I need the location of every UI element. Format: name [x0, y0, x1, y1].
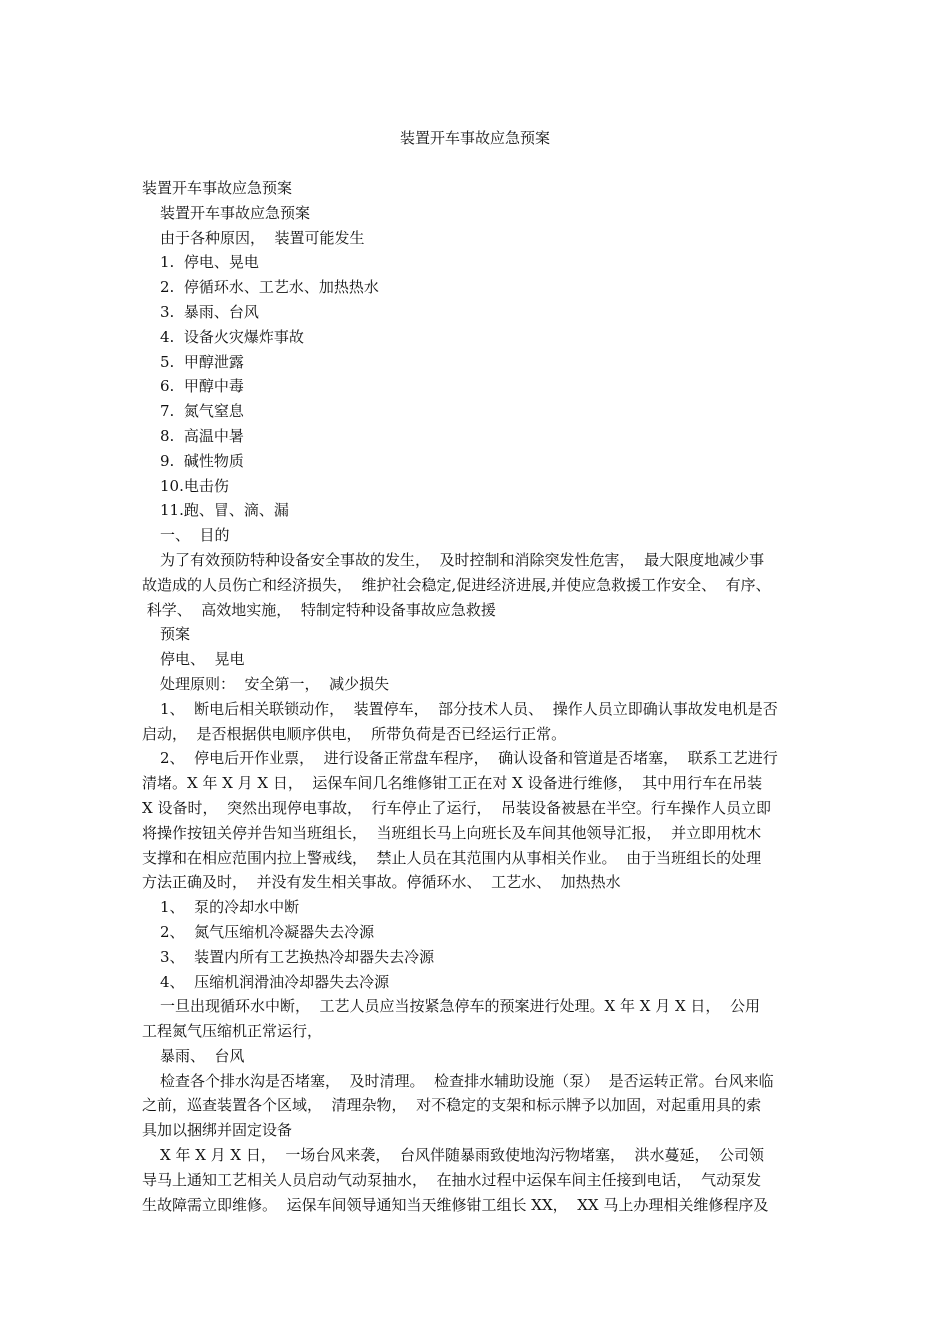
- paragraph-line: 1. 停电、晃电: [160, 253, 259, 272]
- document-body: [142, 176, 822, 1217]
- paragraph-line: 一旦出现循环水中断， 工艺人员应当按紧急停车的预案进行处理。X 年 X 月 X 日， 公用: [160, 997, 760, 1016]
- paragraph-line: 4. 设备火灾爆炸事故: [160, 327, 304, 346]
- paragraph-line: 2、 停电后开作业票， 进行设备正常盘车程序， 确认设备和管道是否堵塞， 联系工艺进行: [160, 749, 778, 768]
- paragraph-line: 故造成的人员伤亡和经济损失， 维护社会稳定,促进经济进展,并使应急救援工作安全、 有序、: [142, 575, 771, 594]
- paragraph-line: 预案: [160, 625, 191, 644]
- paragraph-line: 处理原则： 安全第一， 减少损失: [160, 674, 390, 693]
- paragraph-line: 科学、 高效地实施， 特制定特种设备事故应急救援: [142, 600, 496, 619]
- paragraph-line: 支撑和在相应范围内拉上警戒线， 禁止人员在其范围内从事相关作业。 由于当班组长的处理: [142, 848, 762, 867]
- paragraph-line: 9. 碱性物质: [160, 451, 244, 470]
- paragraph-line: 由于各种原因， 装置可能发生: [160, 228, 365, 247]
- paragraph-line: 1、 断电后相关联锁动作， 装置停车， 部分技术人员、 操作人员立即确认事故发电机是否: [160, 699, 778, 718]
- paragraph-line: 生故障需立即维修。 运保车间领导通知当天维修钳工组长 XX， XX 马上办理相关维修程序及: [142, 1195, 769, 1214]
- paragraph-line: 装置开车事故应急预案: [160, 203, 311, 222]
- paragraph-line: 方法正确及时， 并没有发生相关事故。停循环水、 工艺水、 加热热水: [142, 873, 621, 892]
- paragraph-line: 8. 高温中暑: [160, 426, 244, 445]
- paragraph-line: 11.跑、冒、滴、漏: [160, 501, 289, 520]
- paragraph-line: 工程氮气压缩机正常运行，: [142, 1022, 323, 1041]
- paragraph-line: 将操作按钮关停并告知当班组长， 当班组长马上向班长及车间其他领导汇报， 并立即用枕木: [142, 823, 762, 842]
- paragraph-line: 之前，巡查装置各个区域， 清理杂物， 对不稳定的支架和标示牌予以加固，对起重用具的索: [142, 1096, 762, 1115]
- paragraph-line: 3. 暴雨、台风: [160, 302, 259, 321]
- paragraph-line: 1、 泵的冷却水中断: [160, 898, 300, 917]
- paragraph-line: 暴雨、 台风: [160, 1046, 245, 1065]
- paragraph-line: 导马上通知工艺相关人员启动气动泵抽水， 在抽水过程中运保车间主任接到电话， 气动泵发: [142, 1170, 762, 1189]
- paragraph-line: X 年 X 月 X 日， 一场台风来袭， 台风伴随暴雨致使地沟污物堵塞， 洪水蔓延， 公司领: [160, 1146, 765, 1165]
- paragraph-line: 停电、 晃电: [160, 650, 245, 669]
- paragraph-line: 3、 装置内所有工艺换热冷却器失去冷源: [160, 947, 435, 966]
- paragraph-line: 一、 目的: [160, 526, 230, 545]
- paragraph-line: 具加以捆绑并固定设备: [142, 1121, 293, 1140]
- page-title: 装置开车事故应急预案: [399, 129, 550, 147]
- paragraph-line: 清堵。X 年 X 月 X 日， 运保车间几名维修钳工正在对 X 设备进行维修， 其中用行车在吊装: [142, 774, 763, 793]
- paragraph-line: X 设备时， 突然出现停电事故， 行车停止了运行， 吊装设备被悬在半空。行车操作人员立即: [142, 798, 772, 817]
- paragraph-line: 5. 甲醇泄露: [160, 352, 244, 371]
- paragraph-line: 检查各个排水沟是否堵塞， 及时清理。 检查排水辅助设施（泵） 是否运转正常。台风来临: [160, 1071, 774, 1090]
- paragraph-line: 启动， 是否根据供电顺序供电， 所带负荷是否已经运行正常。: [142, 724, 567, 743]
- paragraph-line: 10.电击伤: [160, 476, 229, 495]
- paragraph-line: 4、 压缩机润滑油冷却器失去冷源: [160, 972, 390, 991]
- paragraph-line: 2. 停循环水、工艺水、加热热水: [160, 278, 379, 297]
- paragraph-line: 7. 氮气窒息: [160, 402, 244, 421]
- paragraph-line: 2、 氮气压缩机冷凝器失去冷源: [160, 922, 375, 941]
- paragraph-line: 装置开车事故应急预案: [142, 179, 293, 197]
- paragraph-line: 6. 甲醇中毒: [160, 377, 244, 396]
- paragraph-line: 为了有效预防特种设备安全事故的发生， 及时控制和消除突发性危害， 最大限度地减少事: [160, 550, 765, 569]
